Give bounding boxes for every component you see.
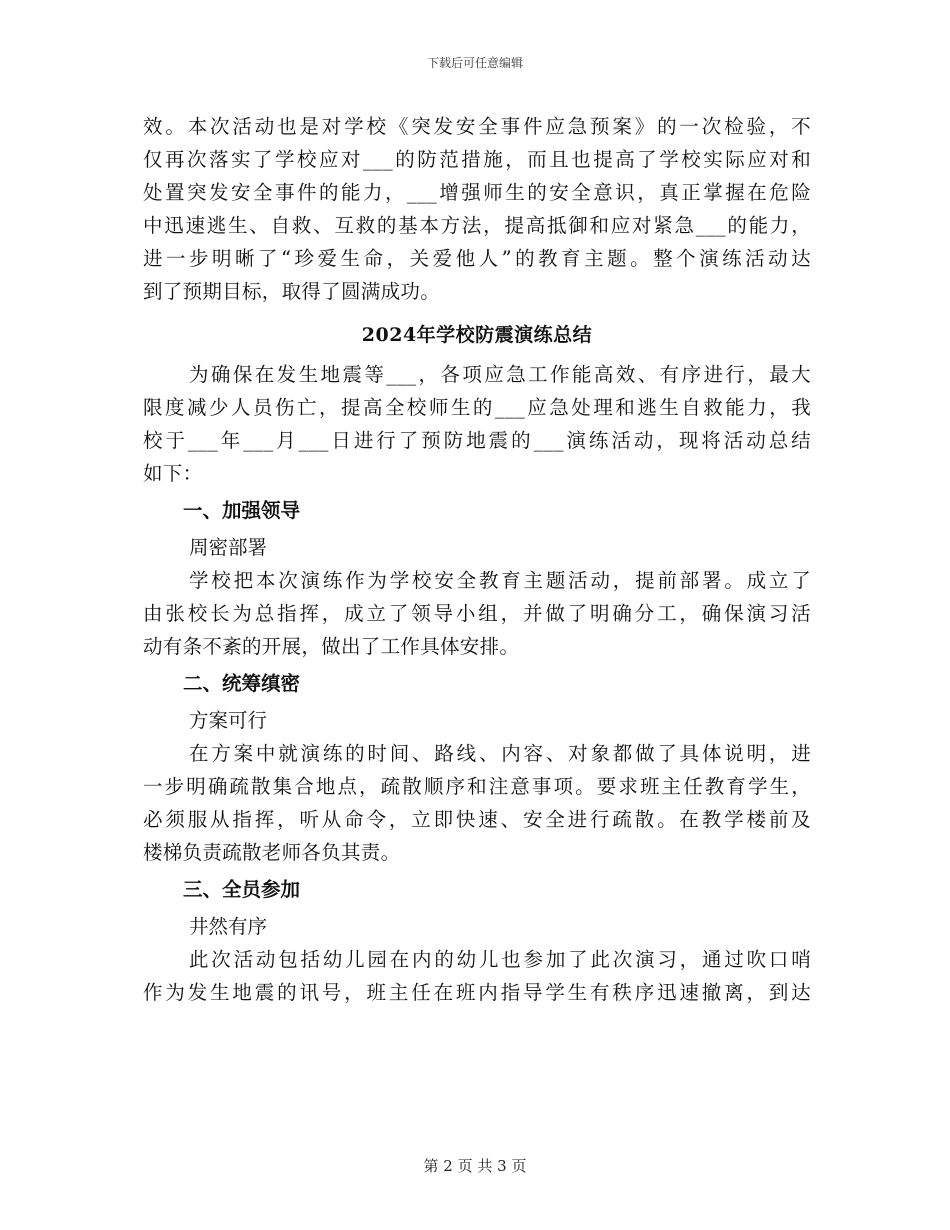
text-line: 为确保在发生地震等___，各项应急工作能高效、有序进行，最大 <box>189 363 811 386</box>
text-line: 校于___年___月___日进行了预防地震的___演练活动，现将活动总结 <box>143 429 811 452</box>
section-subhead-2: 方案可行 <box>189 709 268 732</box>
text-line: 一步明确疏散集合地点，疏散顺序和注意事项。要求班主任教育学生， <box>143 775 811 798</box>
section-subhead-1: 周密部署 <box>189 536 268 559</box>
text-line: 处置突发安全事件的能力，___增强师生的安全意识，真正掌握在危险 <box>143 181 811 204</box>
page-footer: 第 2 页 共 3 页 <box>423 1157 527 1175</box>
section-heading-3: 三、全员参加 <box>183 878 301 901</box>
text-line: 到了预期目标，取得了圆满成功。 <box>143 280 441 303</box>
section-heading-1: 一、加强领导 <box>183 499 301 522</box>
text-line: 如下： <box>143 462 203 485</box>
text-line: 必须服从指挥，听从命令，立即快速、安全进行疏散。在教学楼前及 <box>143 808 811 831</box>
text-line: 此次活动包括幼儿园在内的幼儿也参加了此次演习，通过吹口哨 <box>189 948 811 971</box>
section-paragraph-2 <box>143 737 811 869</box>
text-line: 在方案中就演练的时间、路线、内容、对象都做了具体说明，进 <box>189 742 811 765</box>
section-heading-2: 二、统筹缜密 <box>183 672 301 695</box>
document-title: 2024年学校防震演练总结 <box>361 324 593 346</box>
text-line: 由张校长为总指挥，成立了领导小组，并做了明确分工，确保演习活 <box>143 602 811 625</box>
text-line: 进一步明晰了“珍爱生命，关爱他人”的教育主题。整个演练活动达 <box>143 247 811 270</box>
text-line: 楼梯负责疏散老师各负其责。 <box>143 841 401 864</box>
document-body <box>143 110 811 1009</box>
section-paragraph-1 <box>143 564 811 663</box>
text-line: 动有条不紊的开展，做出了工作具体安排。 <box>143 635 520 658</box>
opening-paragraph <box>143 358 811 490</box>
text-line: 仅再次落实了学校应对___的防范措施，而且也提高了学校实际应对和 <box>143 148 811 171</box>
intro-paragraph <box>143 110 811 308</box>
page-header: 下载后可任意编辑 <box>426 56 523 70</box>
text-line: 限度减少人员伤亡，提高全校师生的___应急处理和逃生自救能力，我 <box>143 396 811 419</box>
text-line: 中迅速逃生、自救、互救的基本方法，提高抵御和应对紧急___的能力， <box>143 214 811 237</box>
section-subhead-3: 井然有序 <box>189 915 268 938</box>
text-line: 学校把本次演练作为学校安全教育主题活动，提前部署。成立了 <box>189 569 811 592</box>
section-paragraph-3 <box>143 943 811 1009</box>
text-line: 作为发生地震的讯号，班主任在班内指导学生有秩序迅速撤离，到达 <box>143 981 811 1004</box>
text-line: 效。本次活动也是对学校《突发安全事件应急预案》的一次检验，不 <box>143 115 811 138</box>
